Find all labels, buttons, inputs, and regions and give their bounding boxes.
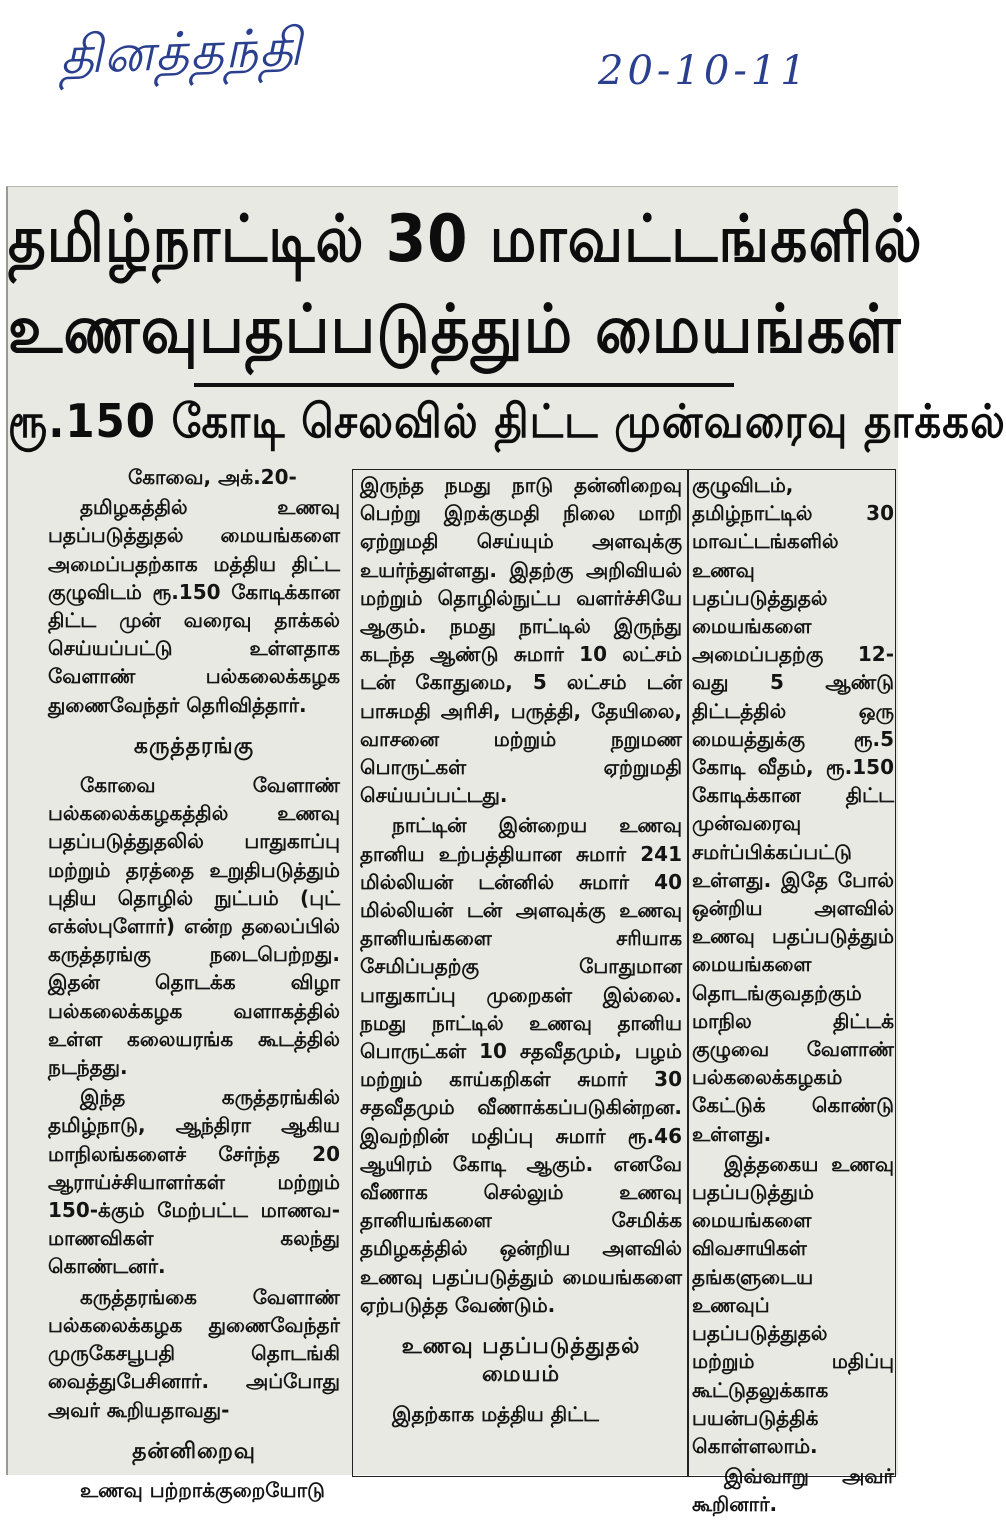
paragraph: இத்தகைய உணவு பதப்படுத்தும் மையங்களை விவசாயிகள் தங்களுடைய உணவுப் பதப்படுத்துதல் மற்றும் மதிப்பு கூட்டுதலுக்காக பயன்படுத்திக் கொள்ளலாம். — [692, 1151, 894, 1458]
paragraph: கோவை வேளாண் பல்கலைக்கழகத்தில் உணவு பதப்படுத்துதலில் பாதுகாப்பு மற்றும் தரத்தை உறுதிபடுத்தும் புதிய தொழில் நுட்பம் (புட் எக்ஸ்புளோர்) என்ற தலைப்பில் கருத்தரங்கு நடைபெற்றது. இதன் தொடக்க விழா பல்கலைக்கழக வளாகத்தில் உள்ள கலையரங்க கூடத்தில் நடந்தது. — [48, 773, 340, 1080]
newspaper-clipping — [6, 186, 1006, 1517]
paragraph: இருந்த நமது நாடு தன்னிறைவு பெற்று இறக்குமதி நிலை மாறி ஏற்றுமதி செய்யும் அளவுக்கு உயர்ந்துள்ளது. இதற்கு அறிவியல் மற்றும் தொழில்நுட்ப வளர்ச்சியே ஆகும். நமது நாட்டில் இருந்து கடந்த ஆண்டு சுமார் 10 லட்சம் டன் கோதுமை, 5 லட்சம் டன் பாசுமதி அரிசி, பருத்தி, தேயிலை, வாசனை மற்றும் நறுமண பொருட்கள் ஏற்றுமதி செய்யப்பட்டது. — [360, 473, 682, 808]
article-column-3 — [692, 471, 894, 1521]
paragraph: இதற்காக மத்திய திட்ட — [392, 1401, 599, 1426]
handwritten-newspaper-name: தினத்தந்தி — [58, 17, 304, 87]
handwritten-date: 20-10-11 — [598, 48, 810, 94]
dateline: கோவை, அக்.20- — [128, 465, 297, 489]
article-column-1 — [48, 463, 340, 1506]
article-column-2 — [360, 471, 682, 1430]
section-heading: கருத்தரங்கு — [133, 733, 255, 759]
headline-line-1: தமிழ்நாட்டில் 30 மாவட்டங்களில் — [8, 200, 923, 277]
headline-subhead: ரூ.150 கோடி செலவில் திட்ட முன்வரைவு தாக்கல் — [8, 394, 1006, 449]
paragraph: குழுவிடம், தமிழ்நாட்டில் 30 மாவட்டங்களில் உணவு பதப்படுத்துதல் மையங்களை அமைப்பதற்கு 12-வது 5 ஆண்டு திட்டத்தில் ஒரு மையத்துக்கு ரூ.5 கோடி வீதம், ரூ.150 கோடிக்கான திட்ட முன்வரைவு சமர்ப்பிக்கப்பட்டு உள்ளது. இதே போல் ஒன்றிய அளவில் உணவு பதப்படுத்தும் மையங்களை தொடங்குவதற்கும் மாநில திட்டக் குழுவை வேளாண் பல்கலைக்கழகம் கேட்டுக் கொண்டு உள்ளது. — [692, 473, 894, 1146]
headline-rule — [194, 383, 734, 387]
paragraph: இவ்வாறு அவர் கூறினார். — [692, 1464, 894, 1517]
section-heading: தன்னிறைவு — [132, 1438, 256, 1464]
paragraph: தமிழகத்தில் உணவு பதப்படுத்துதல் மையங்களை அமைப்பதற்காக மத்திய திட்ட குழுவிடம் ரூ.150 கோடிக்கான திட்ட முன் வரைவு தாக்கல் செய்யப்பட்டு உள்ளதாக வேளாண் பல்கலைக்கழக துணைவேந்தர் தெரிவித்தார். — [48, 495, 340, 717]
paragraph: கருத்தரங்கை வேளாண் பல்கலைக்கழக துணைவேந்தர் முருகேசபூபதி தொடங்கி வைத்துபேசினார். அப்போது அவர் கூறியதாவது- — [48, 1284, 340, 1422]
paragraph: உணவு பற்றாக்குறையோடு — [80, 1477, 325, 1502]
paragraph: நாட்டின் இன்றைய உணவு தானிய உற்பத்தியான சுமார் 241 மில்லியன் டன்னில் சுமார் 40 மில்லியன் டன் அளவுக்கு உணவு தானியங்களை சரியாக சேமிப்பதற்கு போதுமான பாதுகாப்பு முறைகள் இல்லை. நமது நாட்டில் உணவு தானிய பொருட்கள் 10 சதவீதமும், பழம் மற்றும் காய்கறிகள் சுமார் 30 சதவீதமும் வீணாக்கப்படுகின்றன. இவற்றின் மதிப்பு சுமார் ரூ.46 ஆயிரம் கோடி ஆகும். எனவே வீணாக செல்லும் உணவு தானியங்களை சேமிக்க தமிழகத்தில் ஒன்றிய அளவில் உணவு பதப்படுத்தும் மையங்களை ஏற்படுத்த வேண்டும். — [360, 813, 682, 1317]
headline-line-2: உணவுபதப்படுத்தும் மையங்கள் — [8, 290, 902, 369]
paragraph: இந்த கருத்தரங்கில் தமிழ்நாடு, ஆந்திரா ஆகிய மாநிலங்களைச் சேர்ந்த 20 ஆராய்ச்சியாளர்கள் மற்றும் 150-க்கும் மேற்பட்ட மாணவ-மாணவிகள் கலந்து கொண்டனர். — [48, 1085, 340, 1279]
section-heading: உணவு பதப்படுத்துதல் மையம் — [401, 1334, 641, 1388]
